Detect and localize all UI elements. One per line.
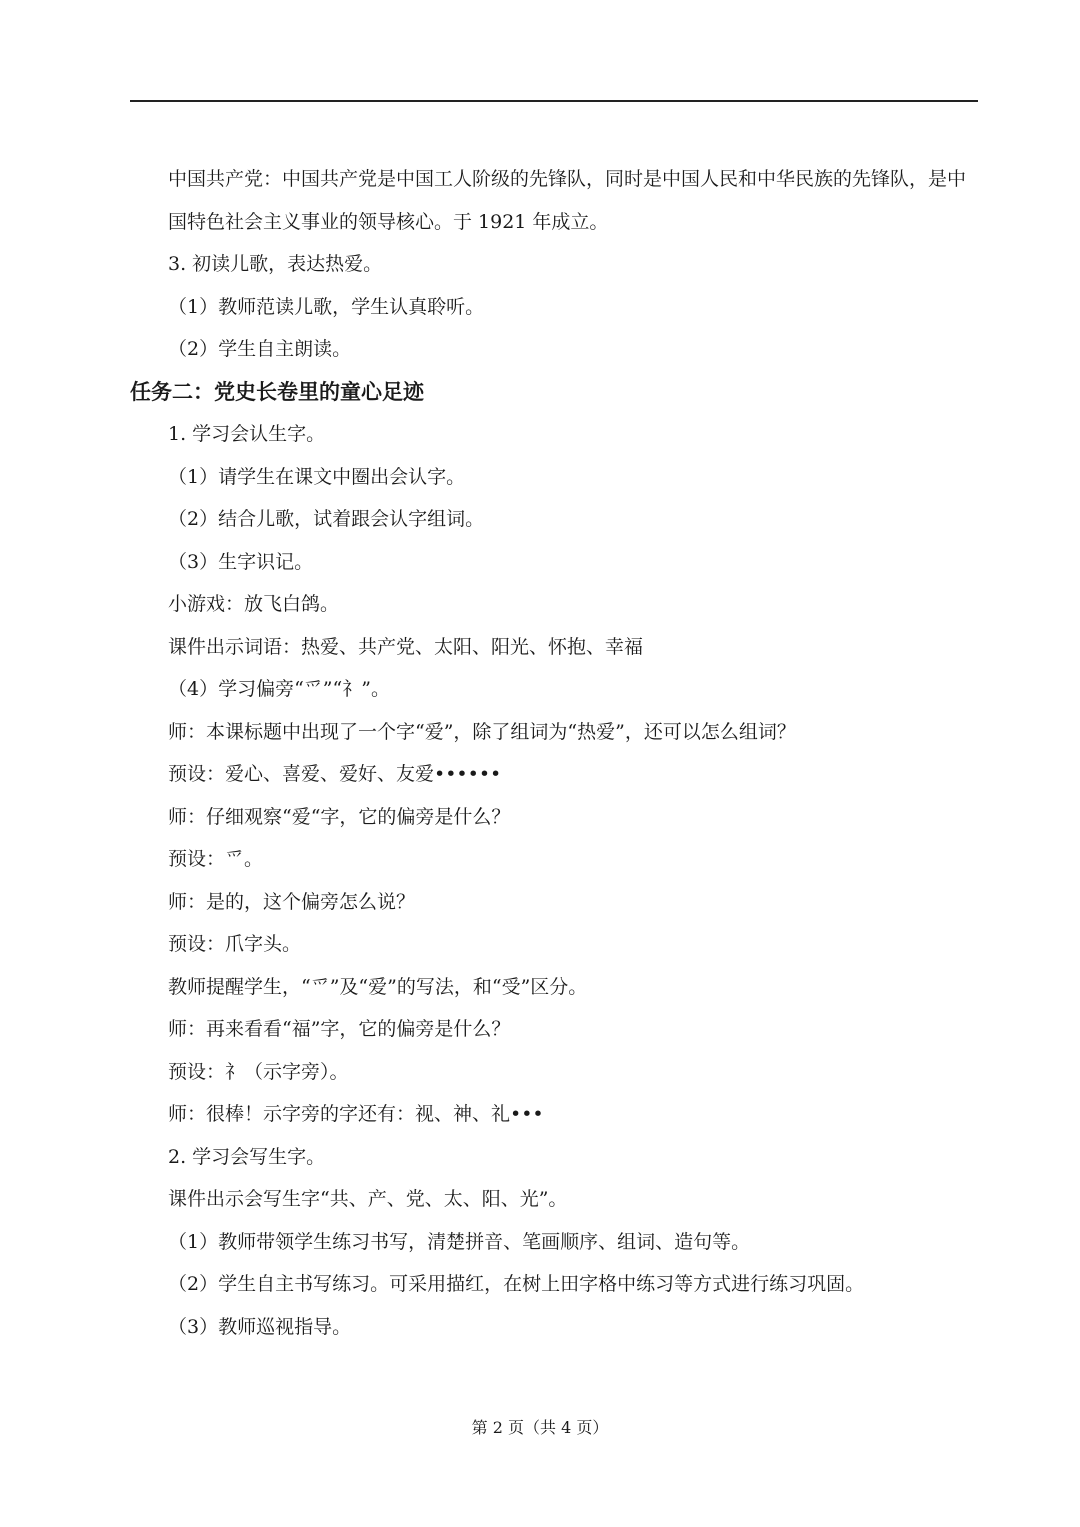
task-2-heading: 任务二：党史长卷里的童心足迹 [130,378,424,404]
task2-line: 小游戏：放飞白鸽。 [168,593,340,615]
task2-line: 预设：爫。 [168,848,264,870]
task2-line: 2. 学习会写生字。 [168,1145,326,1168]
task2-line: （1）教师带领学生练习书写，清楚拼音、笔画顺序、组词、造句等。 [168,1230,751,1253]
task2-line: 师：再来看看“福”字，它的偏旁是什么？ [168,1018,511,1040]
step-students-read: （2）学生自主朗读。 [168,338,352,360]
task2-line: （3）生字识记。 [168,550,314,573]
page-number-footer: 第 2 页（共 4 页） [471,1418,609,1437]
task2-line: 课件出示会写生字“共、产、党、太、阳、光”。 [168,1188,568,1210]
task2-line: 预设：爱心、喜爱、爱好、友爱•••••• [168,763,502,785]
task2-line: 师：很棒！示字旁的字还有：视、神、礼••• [168,1103,544,1125]
header-rule [130,100,978,102]
term-definition: 中国共产党：中国共产党是中国工人阶级的先锋队，同时是中国人民和中华民族的先锋队，是中国特色社会主义事业的领导核心。于 1921 年成立。 [168,168,967,233]
task2-line: 师：仔细观察“爱“字，它的偏旁是什么？ [168,805,511,828]
task2-line: 1. 学习会认生字。 [168,423,326,445]
step-teacher-reads: （1）教师范读儿歌，学生认真聆听。 [168,295,485,318]
task2-line: 教师提醒学生，“爫”及“爱”的写法，和“受”区分。 [168,975,588,998]
task2-line: 预设：礻（示字旁）。 [168,1060,349,1083]
task2-line: 师：本课标题中出现了一个字“爱”，除了组词为“热爱”，还可以怎么组词？ [168,720,796,743]
task2-line: 预设：爪字头。 [168,933,302,955]
task2-line: 课件出示词语：热爱、共产党、太阳、阳光、怀抱、幸福 [168,635,644,658]
task2-line: （3）教师巡视指导。 [168,1315,352,1338]
task2-line: （4）学习偏旁“爫”“礻”。 [168,678,390,700]
document-body [130,164,978,1354]
section-3-title: 3. 初读儿歌，表达热爱。 [168,253,383,275]
task2-line: （2）学生自主书写练习。可采用描红，在树上田字格中练习等方式进行练习巩固。 [168,1273,865,1295]
task2-line: 师：是的，这个偏旁怎么说？ [168,890,416,913]
task2-line: （1）请学生在课文中圈出会认字。 [168,465,466,488]
task2-line: （2）结合儿歌，试着跟会认字组词。 [168,508,485,530]
